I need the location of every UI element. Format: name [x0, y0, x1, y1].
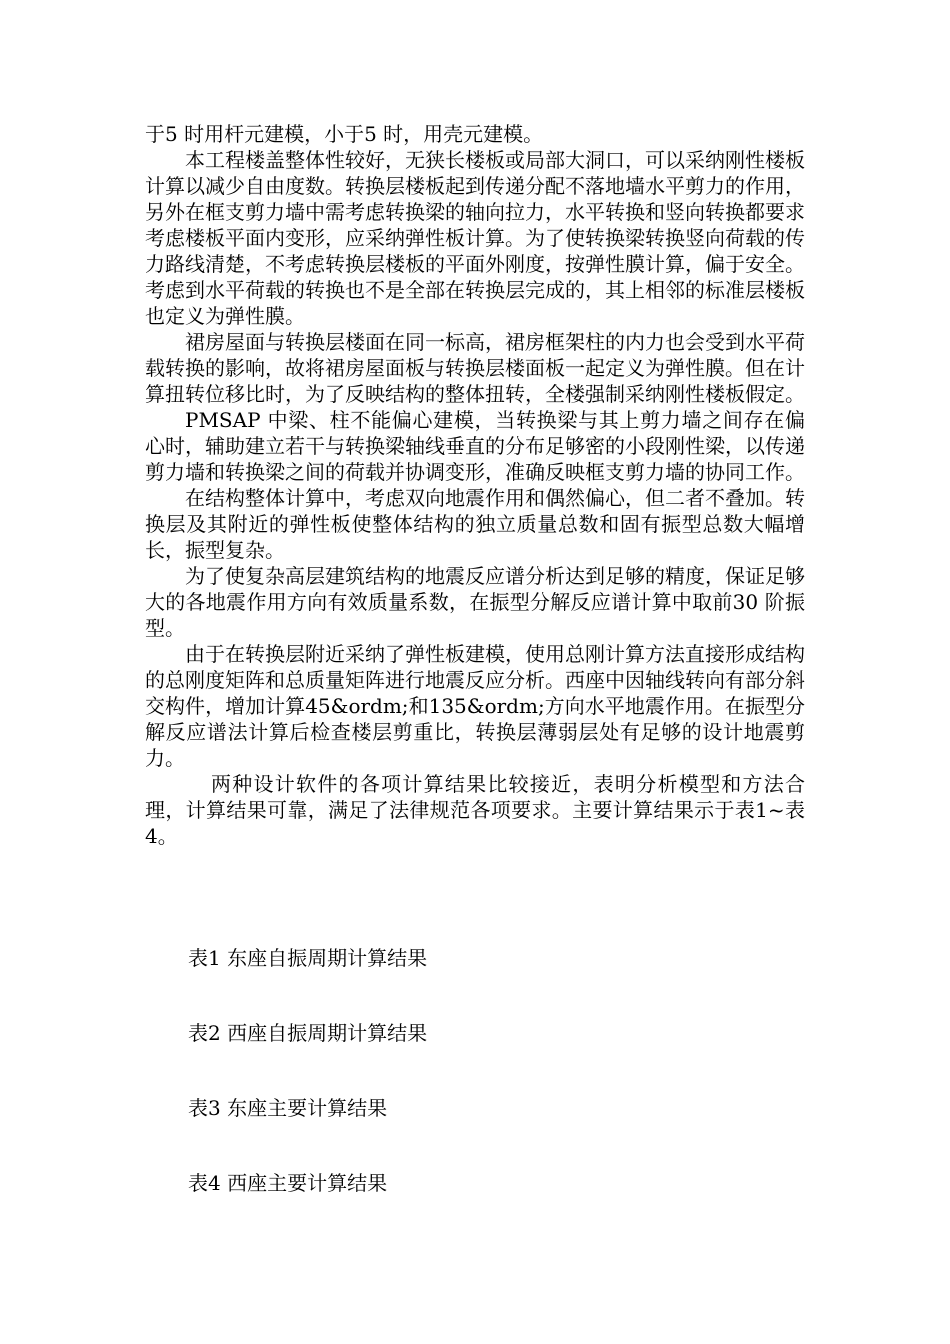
paragraph-seismic-action: 在结构整体计算中，考虑双向地震作用和偶然偏心，但二者不叠加。转换层及其附近的弹性板使整体结构的独立质量总数和固有振型总数大幅增长，振型复杂。 [145, 486, 805, 562]
table-caption-1: 表1 东座自振周期计算结果 [188, 946, 428, 970]
table-caption-2: 表2 西座自振周期计算结果 [188, 1021, 428, 1045]
paragraph-podium-roof: 裙房屋面与转换层楼面在同一标高，裙房框架柱的内力也会受到水平荷载转换的影响，故将裙房屋面板与转换层楼面板一起定义为弹性膜。但在计算扭转位移比时，为了反映结构的整体扭转，全楼强制采纳刚性楼板假定。 [145, 330, 805, 406]
paragraph-floor-slab: 本工程楼盖整体性较好，无狭长楼板或局部大洞口，可以采纳刚性楼板计算以减少自由度数。转换层楼板起到传递分配不落地墙水平剪力的作用，另外在框支剪力墙中需考虑转换梁的轴向拉力，水平转换和竖向转换都要求考虑楼板平面内变形，应采纳弹性板计算。为了使转换梁转换竖向荷载的传力路线清楚，不考虑转换层楼板的平面外刚度，按弹性膜计算，偏于安全。考虑到水平荷载的转换也不是全部在转换层完成的，其上相邻的标准层楼板也定义为弹性膜。 [145, 148, 805, 328]
paragraph-conclusion: 两种设计软件的各项计算结果比较接近，表明分析模型和方法合理，计算结果可靠，满足了法律规范各项要求。主要计算结果示于表1~表4。 [145, 772, 805, 848]
paragraph-continuation: 于5 时用杆元建模，小于5 时，用壳元建模。 [145, 122, 544, 146]
paragraph-pmsap: PMSAP 中梁、柱不能偏心建模，当转换梁与其上剪力墙之间存在偏心时，辅助建立若干与转换梁轴线垂直的分布足够密的小段刚性梁，以传递剪力墙和转换梁之间的荷载并协调变形，准确反映框支剪力墙的协同工作。 [145, 408, 805, 484]
table-caption-4: 表4 西座主要计算结果 [188, 1171, 388, 1195]
body-text [145, 121, 805, 849]
table-caption-3: 表3 东座主要计算结果 [188, 1096, 388, 1120]
paragraph-elastic-slab: 由于在转换层附近采纳了弹性板建模，使用总刚计算方法直接形成结构的总刚度矩阵和总质量矩阵进行地震反应分析。西座中因轴线转向有部分斜交构件，增加计算45&ordm;和135&ordm;方向水平地震作用。在振型分解反应谱法计算后检查楼层剪重比，转换层薄弱层处有足够的设计地震剪力。 [145, 642, 805, 770]
paragraph-spectrum-analysis: 为了使复杂高层建筑结构的地震反应谱分析达到足够的精度，保证足够大的各地震作用方向有效质量系数，在振型分解反应谱计算中取前30 阶振型。 [145, 564, 805, 640]
